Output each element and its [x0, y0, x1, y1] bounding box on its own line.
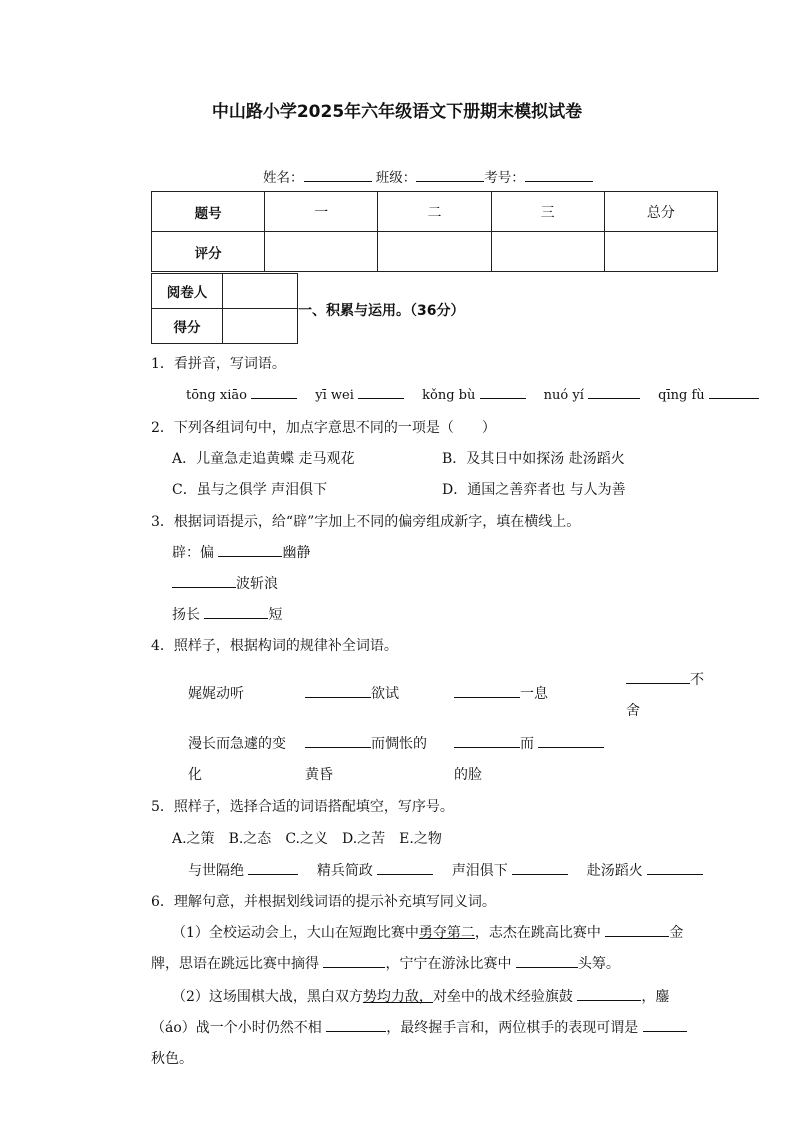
q6-text: ，最终握手言和，两位棋手的表现可谓是	[386, 1020, 639, 1036]
q6-text: （áo）战一个小时仍然不相	[151, 1020, 322, 1036]
name-blank[interactable]	[304, 169, 372, 182]
pinyin-item: nuó yí	[543, 388, 584, 403]
answer-blank[interactable]	[172, 575, 236, 588]
q6-text: 对垒中的战术经验旗鼓	[432, 989, 573, 1005]
q4-text: 一息	[520, 686, 548, 702]
question-5-stem: 5．照样子，选择合适的词语搭配填空，写序号。	[151, 799, 454, 815]
answer-blank[interactable]	[358, 386, 404, 399]
q6-text: 头筹。	[577, 956, 620, 972]
q3-prefix: 辟：偏	[172, 545, 214, 561]
q5-item: 精兵简政	[316, 863, 373, 879]
score-row-label: 评分	[152, 232, 265, 272]
grader-score-cell[interactable]	[223, 309, 298, 344]
exam-no-blank[interactable]	[525, 169, 593, 182]
answer-blank[interactable]	[377, 862, 433, 875]
question-6-part-2-line-1	[172, 986, 669, 1006]
page-title: 中山路小学2025年六年级语文下册期末模拟试卷	[211, 102, 583, 122]
answer-blank[interactable]	[454, 685, 520, 698]
student-info-line	[263, 166, 593, 186]
score-table-header-row	[152, 192, 718, 232]
question-2-option-b: B．及其日中如探汤 赴汤蹈火	[442, 451, 625, 467]
q5-item: 声泪俱下	[451, 863, 508, 879]
question-3-stem: 3．根据词语提示，给“辟”字加上不同的偏旁组成新字，填在横线上。	[151, 514, 581, 530]
q6-underlined-phrase: 勇夺第二	[418, 925, 475, 941]
q5-option: D.之苦	[341, 831, 386, 847]
score-table	[151, 191, 718, 272]
answer-blank[interactable]	[588, 386, 640, 399]
answer-blank[interactable]	[251, 386, 297, 399]
question-5-items	[188, 860, 703, 880]
pinyin-item: qīng fù	[658, 388, 705, 403]
question-2-option-d: D．通国之善弈者也 与人为善	[442, 482, 626, 498]
q4-example: 漫长而急遽的变	[188, 736, 286, 752]
q5-option: A.之策	[172, 831, 215, 847]
q6-underlined-phrase: 势均力敌，	[362, 989, 433, 1005]
q5-item: 与世隔绝	[188, 863, 244, 879]
question-3-line-3	[172, 604, 282, 624]
answer-blank[interactable]	[709, 386, 759, 399]
section-1-title: 一、积累与运用。（36分）	[298, 303, 465, 319]
exam-no-label: 考号：	[484, 170, 525, 186]
q4-text-wrap: 黄昏	[305, 767, 333, 783]
q4-text: 而惆怅的	[371, 736, 427, 752]
answer-blank[interactable]	[323, 955, 385, 968]
score-header-cell: 三	[491, 192, 604, 232]
reviewer-cell[interactable]	[223, 274, 298, 309]
score-cell[interactable]	[265, 232, 378, 272]
q6-text: （1）全校运动会上，大山在短跑比赛中	[172, 925, 419, 941]
q4-text-wrap: 舍	[626, 703, 640, 719]
question-3-line-2	[172, 573, 278, 593]
question-6-part-1-line-2	[151, 953, 620, 973]
q5-option: E.之物	[399, 831, 442, 847]
answer-blank[interactable]	[305, 735, 371, 748]
q4-item	[454, 683, 548, 703]
q4-item	[626, 669, 704, 689]
question-2-stem: 2．下列各组词句中，加点字意思不同的一项是（ ）	[151, 420, 496, 436]
q5-option: B.之态	[228, 831, 272, 847]
pinyin-item: tōng xiāo	[186, 388, 247, 403]
question-4-stem: 4．照样子，根据构词的规律补全词语。	[151, 638, 398, 654]
grader-score-label: 得分	[152, 309, 223, 344]
question-2-option-c: C．虽与之俱学 声泪俱下	[172, 482, 328, 498]
q4-text: 而	[520, 736, 534, 752]
question-6-stem: 6．理解句意，并根据划线词语的提示补充填写同义词。	[151, 894, 496, 910]
class-label: 班级：	[375, 170, 417, 186]
answer-blank[interactable]	[305, 685, 371, 698]
answer-blank[interactable]	[326, 1019, 386, 1032]
answer-blank[interactable]	[643, 1019, 687, 1032]
answer-blank[interactable]	[516, 955, 578, 968]
answer-blank[interactable]	[605, 924, 669, 937]
score-cell[interactable]	[378, 232, 491, 272]
q4-example-wrap: 化	[188, 767, 202, 783]
answer-blank[interactable]	[577, 988, 641, 1001]
q4-item	[305, 733, 427, 753]
score-header-cell: 总分	[604, 192, 717, 232]
answer-blank[interactable]	[538, 735, 604, 748]
answer-blank[interactable]	[512, 862, 568, 875]
reviewer-label: 阅卷人	[152, 274, 223, 309]
q3-suffix: 幽静	[282, 545, 311, 561]
question-5-options	[172, 828, 442, 848]
q4-example: 娓娓动听	[188, 686, 244, 702]
pinyin-item: kǒng bù	[422, 388, 476, 403]
q4-text-wrap: 的脸	[454, 767, 482, 783]
q6-text: ，志杰在跳高比赛中	[474, 925, 601, 941]
class-blank[interactable]	[416, 169, 484, 182]
question-6-part-2-line-2	[151, 1017, 687, 1037]
q6-text: 牌，思语在跳远比赛中摘得	[151, 956, 319, 972]
q6-text: 金	[669, 925, 684, 941]
score-header-cell: 二	[378, 192, 491, 232]
question-2-option-a: A．儿童急走追黄蝶 走马观花	[172, 451, 355, 467]
name-label: 姓名：	[263, 170, 304, 186]
answer-blank[interactable]	[218, 544, 282, 557]
score-header-cell: 一	[265, 192, 378, 232]
q4-text: 欲试	[371, 686, 399, 702]
answer-blank[interactable]	[204, 606, 268, 619]
question-6-part-2-line-3: 秋色。	[151, 1051, 193, 1067]
score-cell[interactable]	[604, 232, 717, 272]
question-6-part-1-line-1	[172, 922, 683, 942]
answer-blank[interactable]	[626, 671, 690, 684]
score-table-value-row	[152, 232, 718, 272]
q5-item: 赴汤蹈火	[586, 863, 643, 879]
q4-text: 不	[690, 672, 704, 688]
q5-option: C.之义	[285, 831, 328, 847]
answer-blank[interactable]	[480, 386, 526, 399]
answer-blank[interactable]	[248, 862, 298, 875]
q4-item	[454, 733, 604, 753]
q6-text: ，宁宁在游泳比赛中	[385, 956, 512, 972]
answer-blank[interactable]	[647, 862, 703, 875]
q3-suffix: 波斩浪	[236, 576, 278, 592]
question-1-pinyin-row	[186, 386, 759, 403]
grader-table	[151, 273, 298, 344]
q3-suffix: 短	[268, 607, 283, 623]
q3-prefix: 扬长	[172, 607, 200, 623]
question-3-line-1	[172, 542, 310, 562]
question-1-stem: 1．看拼音，写词语。	[151, 356, 286, 372]
q6-text: ，鏖	[641, 989, 670, 1005]
q6-text: （2）这场围棋大战，黑白双方	[172, 989, 363, 1005]
answer-blank[interactable]	[454, 735, 520, 748]
score-cell[interactable]	[491, 232, 604, 272]
pinyin-item: yī wei	[315, 388, 354, 403]
q4-item	[305, 683, 399, 703]
score-header-cell: 题号	[152, 192, 265, 232]
